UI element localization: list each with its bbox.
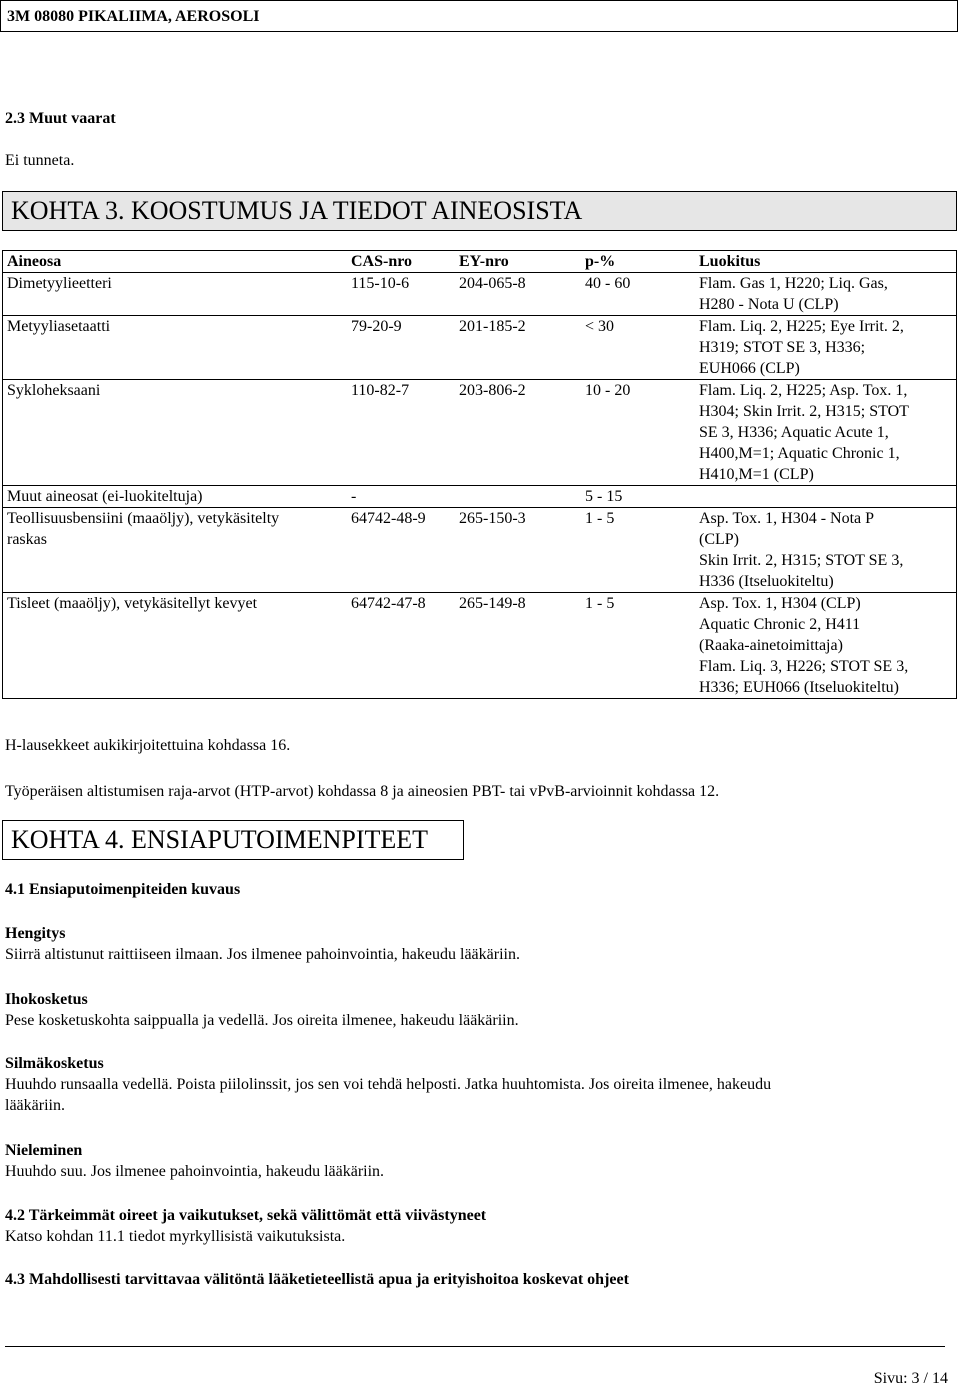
header-ey: EY-nro xyxy=(455,251,581,273)
cell-name: Sykloheksaani xyxy=(3,380,348,486)
cell-name: Metyyliasetaatti xyxy=(3,316,348,380)
cell-cas: 110-82-7 xyxy=(347,380,455,486)
header-aineosa: Aineosa xyxy=(3,251,348,273)
section-4-1-heading: 4.1 Ensiaputoimenpiteiden kuvaus xyxy=(5,881,241,898)
h-phrases-note: H-lausekkeet aukikirjoitettuina kohdassa 16. xyxy=(5,737,291,754)
cell-classification: Flam. Gas 1, H220; Liq. Gas, H280 - Nota U (CLP) xyxy=(695,273,957,316)
silmakosketus-title: Silmäkosketus xyxy=(5,1055,104,1072)
htp-note: Työperäisen altistumisen raja-arvot (HTP-arvot) kohdassa 8 ja aineosien PBT- tai vPvB-arvioinnit kohdassa 12. xyxy=(5,783,720,800)
composition-table xyxy=(2,250,957,699)
section-3-title: KOHTA 3. KOOSTUMUS JA TIEDOT AINEOSISTA xyxy=(2,191,957,231)
nieleminen-title: Nieleminen xyxy=(5,1142,83,1159)
section-4-3-heading: 4.3 Mahdollisesti tarvittavaa välitöntä lääketieteellistä apua ja erityishoitoa koskevat ohjeet xyxy=(5,1271,629,1288)
section-2-3-text: Ei tunneta. xyxy=(5,152,75,169)
cell-name: Dimetyylieetteri xyxy=(3,273,348,316)
cell-ec xyxy=(455,486,581,508)
section-4-2-heading: 4.2 Tärkeimmät oireet ja vaikutukset, sekä välittömät että viivästyneet xyxy=(5,1207,487,1224)
cell-ec: 203-806-2 xyxy=(455,380,581,486)
cell-percent: 10 - 20 xyxy=(581,380,695,486)
cell-ec: 201-185-2 xyxy=(455,316,581,380)
section-2-3-heading: 2.3 Muut vaarat xyxy=(5,110,116,127)
cell-percent: 40 - 60 xyxy=(581,273,695,316)
hengitys-title: Hengitys xyxy=(5,925,66,942)
cell-classification: Asp. Tox. 1, H304 (CLP) Aquatic Chronic 2, H411 (Raaka-ainetoimittaja) Flam. Liq. 3, H226; STOT SE 3, H336; EUH066 (Itseluokiteltu) xyxy=(699,595,909,696)
cell-cas: 64742-48-9 xyxy=(347,508,455,593)
ihokosketus-text: Pese kosketuskohta saippualla ja vedellä. Jos oireita ilmenee, hakeudu lääkäriin. xyxy=(5,1012,519,1029)
cell-cas: - xyxy=(347,486,455,508)
page-number: Sivu: 3 / 14 xyxy=(873,1370,948,1387)
hengitys-text: Siirrä altistunut raittiiseen ilmaan. Jos ilmenee pahoinvointia, hakeudu lääkäriin. xyxy=(5,946,520,963)
silmakosketus-text: Huuhdo runsaalla vedellä. Poista piilolinssit, jos sen voi tehdä helposti. Jatka huuhtomista. Jos oireita ilmenee, hakeudu lääkäriin. xyxy=(5,1076,772,1114)
cell-cas: 115-10-6 xyxy=(347,273,455,316)
ihokosketus-title: Ihokosketus xyxy=(5,991,88,1008)
table-row xyxy=(3,593,957,699)
section-4-title: KOHTA 4. ENSIAPUTOIMENPITEET xyxy=(2,820,464,860)
table-row xyxy=(3,380,957,486)
cell-cas: 64742-47-8 xyxy=(351,595,426,612)
cell-classification: Flam. Liq. 2, H225; Eye Irrit. 2, H319; STOT SE 3, H336; EUH066 (CLP) xyxy=(695,316,957,380)
document-header xyxy=(0,0,958,32)
cell-ec: 265-149-8 xyxy=(459,595,526,612)
cell-name: Muut aineosat (ei-luokiteltuja) xyxy=(3,486,348,508)
cell-percent: 5 - 15 xyxy=(581,486,695,508)
table-row xyxy=(3,508,957,593)
cell-name: Tisleet (maaöljy), vetykäsitellyt kevyet xyxy=(7,595,258,612)
table-row xyxy=(3,273,957,316)
header-cas: CAS-nro xyxy=(347,251,455,273)
cell-classification: Flam. Liq. 2, H225; Asp. Tox. 1, H304; Skin Irrit. 2, H315; STOT SE 3, H336; Aquatic Acute 1, H400,M=1; Aquatic Chronic 1, H410,M=1 (CLP) xyxy=(695,380,957,486)
cell-percent: 1 - 5 xyxy=(585,595,615,612)
document-title: 3M 08080 PIKALIIMA, AEROSOLI xyxy=(7,8,260,25)
cell-ec: 265-150-3 xyxy=(455,508,581,593)
cell-percent: < 30 xyxy=(581,316,695,380)
header-percent: p-% xyxy=(581,251,695,273)
footer-divider xyxy=(5,1346,945,1347)
table-row xyxy=(3,316,957,380)
nieleminen-text: Huuhdo suu. Jos ilmenee pahoinvointia, hakeudu lääkäriin. xyxy=(5,1163,385,1180)
cell-classification xyxy=(695,486,957,508)
cell-classification: Asp. Tox. 1, H304 - Nota P (CLP) Skin Irrit. 2, H315; STOT SE 3, H336 (Itseluokiteltu) xyxy=(695,508,957,593)
cell-percent: 1 - 5 xyxy=(581,508,695,593)
cell-cas: 79-20-9 xyxy=(347,316,455,380)
table-header-row xyxy=(3,251,957,273)
table-row xyxy=(3,486,957,508)
cell-name: Teollisuusbensiini (maaöljy), vetykäsitelty raskas xyxy=(3,508,348,593)
header-luokitus: Luokitus xyxy=(695,251,957,273)
section-4-2-text: Katso kohdan 11.1 tiedot myrkyllisistä vaikutuksista. xyxy=(5,1228,346,1245)
cell-ec: 204-065-8 xyxy=(455,273,581,316)
